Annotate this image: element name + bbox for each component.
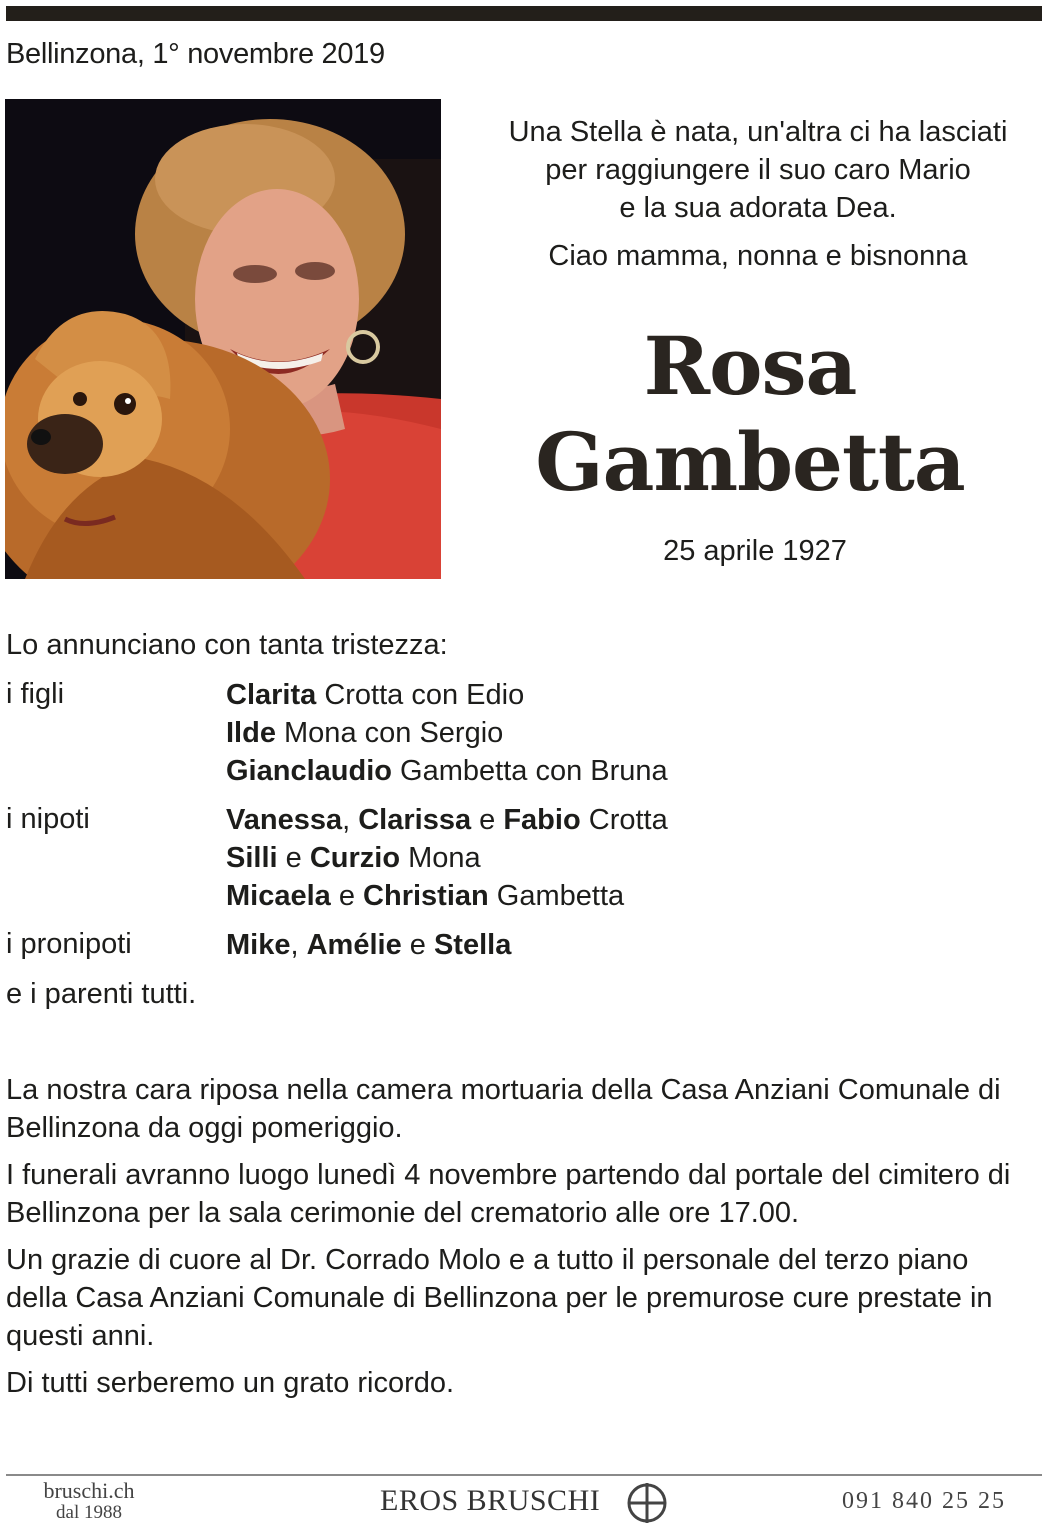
children-list [226,676,668,790]
footer-phone[interactable]: 091 840 25 25 [842,1488,1006,1514]
deceased-name [470,318,1030,510]
portrait-photo [5,99,441,579]
great-grandchildren-list [226,926,511,964]
intro-line: per raggiungere il suo caro Mario [545,154,971,186]
relation-label: i nipoti [6,803,90,835]
paragraph: I funerali avranno luogo lunedì 4 novembre partendo dal portale del cimitero di Bellinzona per la sala cerimonie del crematorio alle ore 17.00. [6,1159,1011,1229]
paragraph: La nostra cara riposa nella camera mortuaria della Casa Anziani Comunale di Bellinzona da oggi pomeriggio. [6,1074,1001,1144]
other-relatives: e i parenti tutti. [6,978,197,1010]
list-item: Gianclaudio Gambetta con Bruna [226,755,668,787]
list-item: Silli e Curzio Mona [226,842,481,874]
list-item: Vanessa, Clarissa e Fabio Crotta [226,804,668,836]
bottom-rule [6,1474,1042,1476]
place-date: Bellinzona, 1° novembre 2019 [6,38,385,70]
grandchildren-list [226,801,668,915]
notice-body [6,1071,1036,1411]
announcement-intro: Lo annunciano con tanta tristezza: [6,629,448,661]
relation-label: i pronipoti [6,928,132,960]
footer-site[interactable]: bruschi.ch [43,1478,135,1503]
top-rule [6,6,1042,21]
intro-line: Ciao mamma, nonna e bisnonna [548,240,968,272]
footer-since: dal 1988 [56,1502,122,1523]
paragraph: Di tutti serberemo un grato ricordo. [6,1367,455,1399]
footer-brand: EROS BRUSCHI [380,1484,601,1517]
list-item: Mike, Amélie e Stella [226,929,512,961]
first-name: Rosa [643,319,857,413]
paragraph: Un grazie di cuore al Dr. Corrado Molo e a tutto il personale del terzo piano della Casa Anziani Comunale di Bellinzona per le premurose cure prestate in questi anni. [6,1244,993,1352]
last-name: Gambetta [535,415,965,509]
relation-label: i figli [6,678,65,710]
list-item: Ilde Mona con Sergio [226,717,504,749]
list-item: Micaela e Christian Gambetta [226,880,625,912]
intro-text [458,113,1055,275]
cross-circle-logo-icon [624,1480,670,1526]
intro-line: e la sua adorata Dea. [619,192,897,224]
intro-line: Una Stella è nata, un'altra ci ha lasciati [508,116,1008,148]
list-item: Clarita Crotta con Edio [226,679,525,711]
birth-date: 25 aprile 1927 [663,535,847,567]
